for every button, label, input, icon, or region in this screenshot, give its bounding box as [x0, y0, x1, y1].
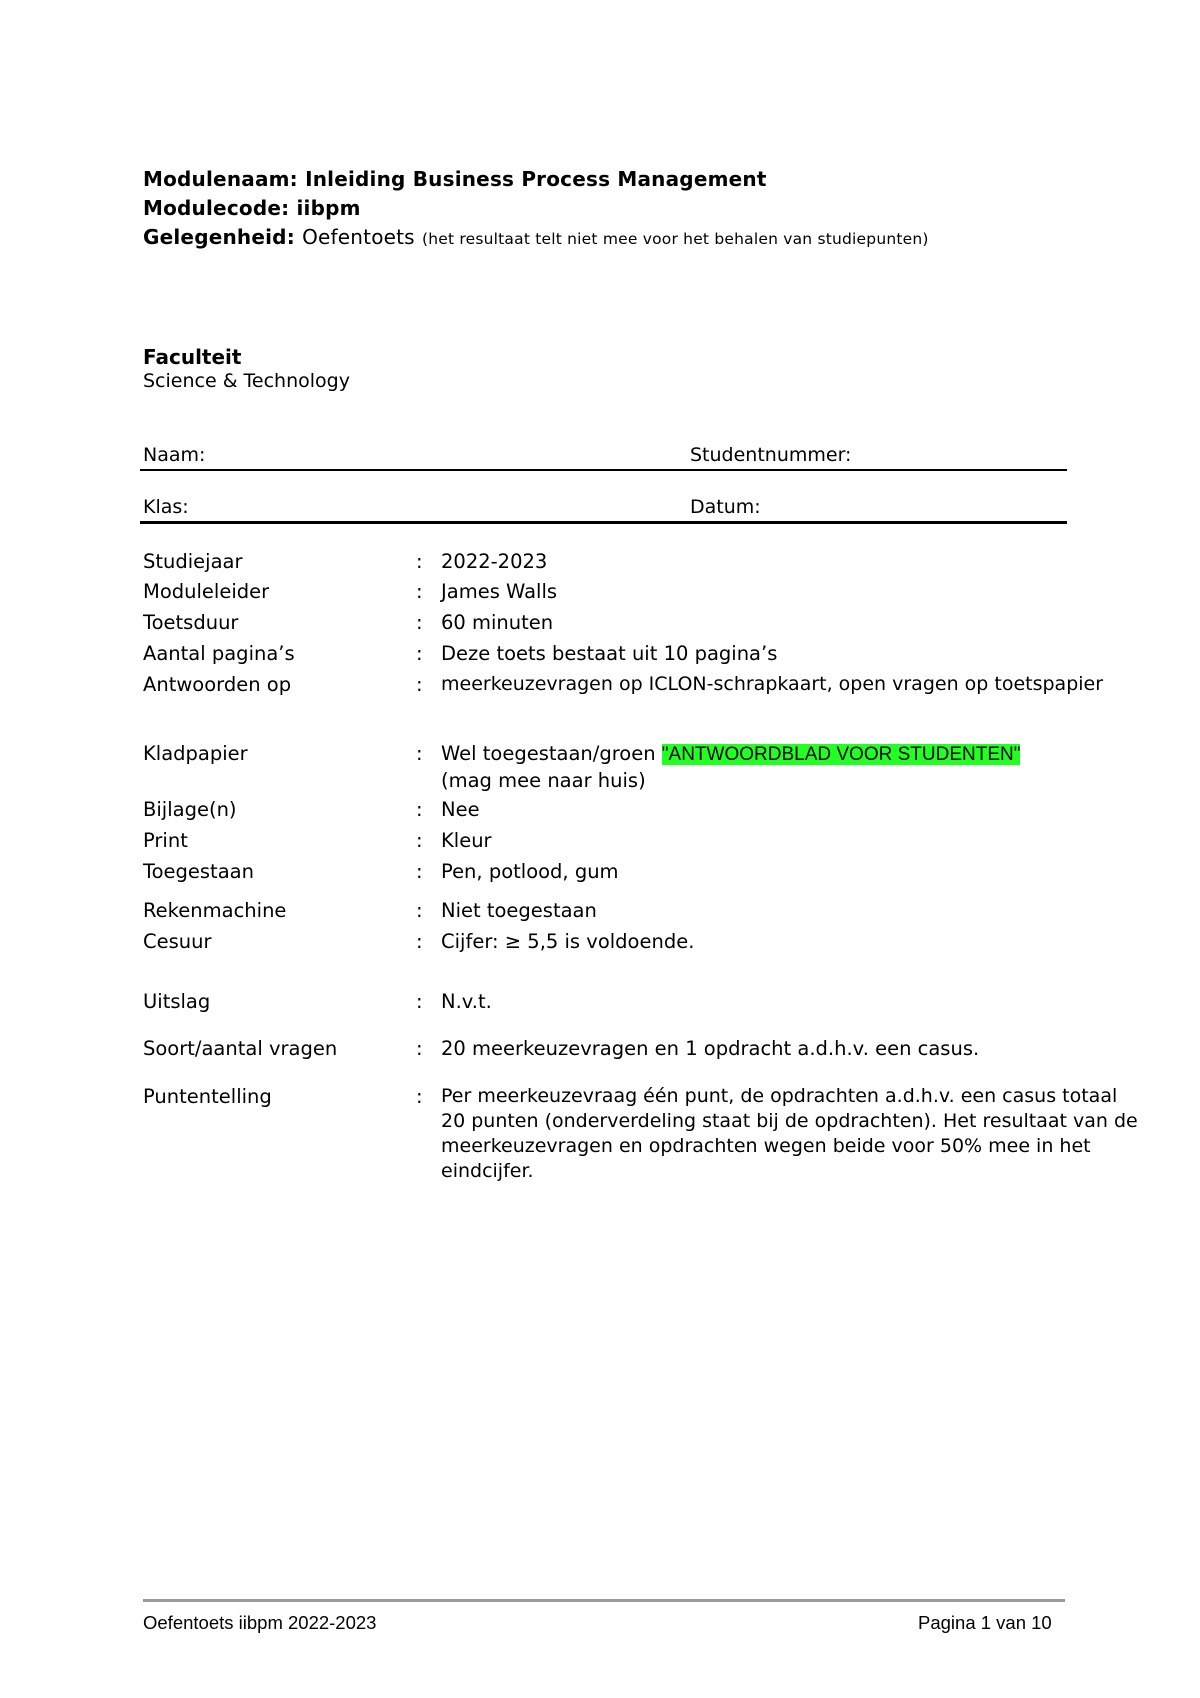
row-value: Pen, potlood, gum — [441, 860, 619, 883]
row-colon: : — [416, 1037, 423, 1060]
row-colon: : — [416, 580, 423, 603]
row-colon: : — [416, 550, 423, 573]
row-label: Soort/aantal vragen — [143, 1037, 338, 1060]
naam-underline — [140, 469, 1067, 471]
row-label: Kladpapier — [143, 742, 248, 765]
modulecode-line — [143, 196, 361, 220]
row-label: Print — [143, 829, 188, 852]
row-value: Per meerkeuzevraag één punt, de opdrachten a.d.h.v. een casus totaal — [441, 1085, 1118, 1107]
naam-field-label: Naam: — [143, 444, 206, 466]
modulecode-value: iibpm — [296, 196, 361, 220]
row-value: 20 meerkeuzevragen en 1 opdracht a.d.h.v. een casus. — [441, 1037, 980, 1060]
modulenaam-value: Inleiding Business Process Management — [305, 167, 767, 191]
kladpapier-value: Wel toegestaan/groen — [441, 742, 656, 765]
row-value: Cijfer: ≥ 5,5 is voldoende. — [441, 930, 695, 953]
row-label: Toegestaan — [143, 860, 254, 883]
modulenaam-label: Modulenaam: — [143, 167, 298, 191]
row-colon: : — [416, 673, 423, 696]
gelegenheid-label: Gelegenheid: — [143, 225, 295, 249]
row-label: Bijlage(n) — [143, 798, 237, 821]
klas-field-label: Klas: — [143, 496, 189, 518]
faculteit-title: Faculteit — [143, 345, 242, 369]
studentnummer-field-label: Studentnummer: — [690, 444, 852, 466]
modulecode-label: Modulecode: — [143, 196, 290, 220]
row-value: N.v.t. — [441, 990, 492, 1013]
row-colon: : — [416, 860, 423, 883]
faculteit-name: Science & Technology — [143, 370, 350, 392]
gelegenheid-note: (het resultaat telt niet mee voor het behalen van studiepunten) — [421, 230, 929, 248]
row-value: 20 punten (onderverdeling staat bij de opdrachten). Het resultaat van de — [441, 1110, 1138, 1132]
footer-divider — [143, 1599, 1065, 1602]
row-value: Niet toegestaan — [441, 899, 597, 922]
row-label: Rekenmachine — [143, 899, 287, 922]
row-colon: : — [416, 930, 423, 953]
antwoordblad-highlight: "ANTWOORDBLAD VOOR STUDENTEN" — [661, 744, 1021, 765]
row-value: 2022-2023 — [441, 550, 548, 573]
row-colon: : — [416, 990, 423, 1013]
row-label: Studiejaar — [143, 550, 243, 573]
row-value: meerkeuzevragen op ICLON-schrapkaart, open vragen op toetspapier — [441, 673, 1104, 695]
footer-left: Oefentoets iibpm 2022-2023 — [143, 1612, 377, 1633]
footer-page-number: Pagina 1 van 10 — [918, 1612, 1052, 1633]
row-label: Cesuur — [143, 930, 212, 953]
row-colon: : — [416, 899, 423, 922]
row-colon: : — [416, 742, 423, 765]
row-value: Kleur — [441, 829, 492, 852]
row-value: 60 minuten — [441, 611, 554, 634]
kladpapier-note: (mag mee naar huis) — [441, 769, 646, 792]
row-colon: : — [416, 798, 423, 821]
row-colon: : — [416, 642, 423, 665]
datum-field-label: Datum: — [690, 496, 761, 518]
row-label: Antwoorden op — [143, 673, 292, 696]
gelegenheid-line — [143, 225, 929, 249]
gelegenheid-value: Oefentoets — [302, 225, 415, 249]
row-label: Toetsduur — [143, 611, 239, 634]
row-value: Nee — [441, 798, 480, 821]
row-value: James Walls — [441, 580, 558, 603]
row-label: Moduleleider — [143, 580, 270, 603]
row-colon: : — [416, 611, 423, 634]
row-value: Deze toets bestaat uit 10 pagina’s — [441, 642, 778, 665]
row-value: eindcijfer. — [441, 1160, 534, 1182]
row-label: Aantal pagina’s — [143, 642, 295, 665]
row-label: Uitslag — [143, 990, 211, 1013]
row-colon: : — [416, 829, 423, 852]
row-value — [441, 741, 1200, 767]
row-label: Puntentelling — [143, 1085, 272, 1108]
row-value: meerkeuzevragen en opdrachten wegen beide voor 50% mee in het — [441, 1135, 1091, 1157]
klas-underline — [140, 521, 1067, 524]
row-colon: : — [416, 1085, 423, 1108]
modulenaam-line — [143, 167, 767, 191]
